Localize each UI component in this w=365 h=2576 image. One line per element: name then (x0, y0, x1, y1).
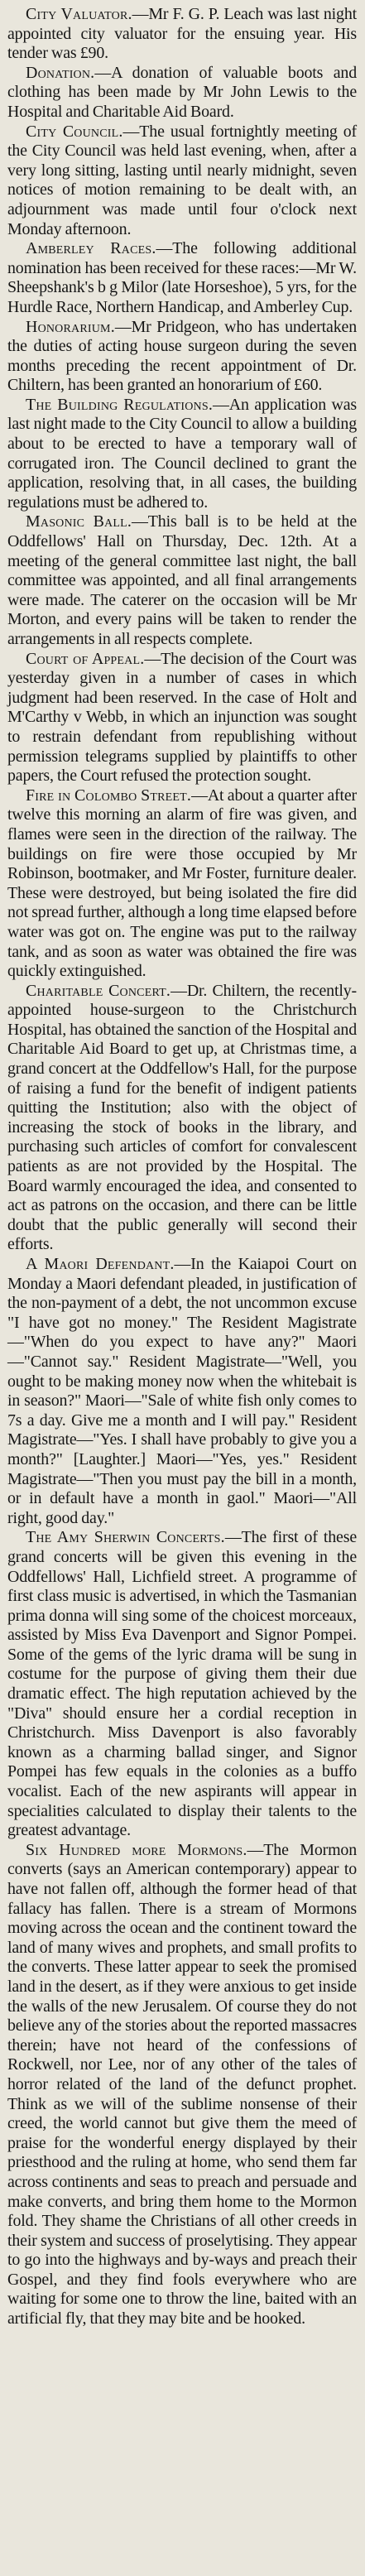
item-body: —Mr Pridgeon, who has undertaken the duties of acting house surgeon during the seven months preceding the recent appointment of Dr. Chiltern, has been granted an honorarium of £60. (7, 317, 357, 395)
item-body: —The Mormon converts (says an American contemporary) appear to have not fallen off, although the former head of that fallacy has fallen. There is a stream of Mormons moving across the ocean and the continent toward the land of many wives and prophets, and small profits to the converts. These latter appear to seek the promised land in the desert, as if they were anxious to get inside the walls of the new Jerusalem. Of course they do not believe any of the stories about the reported massacres therein; have not heard of the confessions of Rockwell, nor Lee, nor of any other of the tales of horror related of the land of the defunct prophet. Think as we will of the sublime nonsense of their creed, the world cannot but give them the meed of praise for the wonderful energy displayed by their priesthood and the ruling at home, who send them far across continents and seas to preach and persuade and make converts, and bring them home to the Mormon fold. They shame the Christians of all other creeds in their system and success of proselytising. They appear to go into the highways and by-ways and preach their Gospel, and they find fools everywhere who are waiting for some one to throw the line, baited with an artificial fly, that they may bite and be hooked. (7, 1840, 357, 2328)
item-heading: Charitable Concert. (26, 981, 171, 1000)
item-body: —Mr F. G. P. Leach was last night appointed city valuator for the ensuing year. His tender was £90. (7, 5, 357, 63)
item-body: —In the Kaiapoi Court on Monday a Maori defendant pleaded, in justification of the non-payment of a debt, the not uncommon excuse "I have got no money." The Resident Magistrate—"When do you expect to have any?" Maori—"Cannot say." Resident Magistrate—"Well, you ought to be making money now when the whitebait is in season?" Maori—"Sale of white fish only comes to 7s a day. Give me a month and I will pay." Resident Magistrate—"Yes. I shall have probably to give you a month?" [Laughter.] Maori—"Yes, yes." Resident Magistrate—"Then you must pay the bill in a month, or in default have a month in gaol." Maori—"All right, good day." (7, 1255, 357, 1527)
item-court-of-appeal (7, 650, 357, 786)
item-fire-colombo-street (7, 786, 357, 982)
item-heading: A Maori Defendant. (26, 1255, 175, 1273)
item-heading: The Amy Sherwin Concerts. (26, 1528, 225, 1547)
item-honorarium (7, 318, 357, 396)
item-body: —A donation of valuable boots and clothing has been made by Mr John Lewis to the Hospital and Charitable Aid Board. (7, 63, 357, 121)
item-body: —The decision of the Court was yesterday given in a number of cases in which judgment had been reserved. In the case of Holt and M'Carthy v Webb, in which an injunction was sought to restrain defendant from republishing without permission telegrams supplied by plaintiffs to other papers, the Court refused the protection sought. (7, 649, 358, 786)
item-masonic-ball (7, 512, 357, 649)
item-heading: Fire in Colombo Street. (26, 786, 192, 805)
item-body: —This ball is to be held at the Oddfellows' Hall on Thursday, Dec. 12th. At a meeting of the general committee last night, the ball committee was appointed, and all final arrangements were made. The caterer on the occasion will be Mr Morton, and every pains will be taken to render the arrangements in all respects complete. (7, 512, 358, 648)
item-heading: Six Hundred more Mormons. (26, 1840, 247, 1859)
item-heading: City Valuator. (26, 5, 132, 23)
item-building-regulations (7, 396, 357, 513)
item-body: —The usual fortnightly meeting of the City Council was held last evening, when, after a very long sitting, lasting until nearly midnight, seven notices of motion remaining to be dealt with, an adjournment was made until four o'clock next Monday afternoon. (7, 122, 358, 238)
item-heading: Masonic Ball. (26, 512, 132, 531)
item-body: —At about a quarter after twelve this morning an alarm of fire was given, and flames were seen in the direction of the railway. The buildings on fire were those occupied by Mr Robinson, bootmaker, and Mr Foster, furniture dealer. These were destroyed, but being isolated the fire did not spread further, although a long time elapsed before water was got on. The engine was put to the railway tank, and as soon as water was obtained the fire was quickly extinguished. (7, 786, 358, 981)
item-city-valuator (7, 5, 357, 64)
item-charitable-concert (7, 982, 357, 1255)
item-body: —The first of these grand concerts will be given this evening in the Oddfellows' Hall, Lichfield street. A programme of first class music is advertised, in which the Tasmanian prima donna will sing some of the choicest morceaux, assisted by Miss Eva Davenport and Signor Pompei. Some of the gems of the lyric drama will be sung in costume for the purpose of giving them their due dramatic effect. The high reputation achieved by the "Diva" should ensure her a cordial reception in Christchurch. Miss Davenport is also favorably known as a charming ballad singer, and Signor Pompei has few equals in the colonies as a buffo vocalist. Each of the new aspirants will appear in specialities calculated to display their talents to the greatest advantage. (7, 1528, 357, 1840)
item-body: —The following additional nomination has been received for these races:—Mr W. Sheepshank's b g Milor (late Horseshoe), 5 yrs, for the Hurdle Race, Northern Handicap, and Amberley Cup. (7, 239, 358, 316)
item-heading: Amberley Races. (26, 239, 156, 258)
item-heading: Court of Appeal. (26, 649, 145, 668)
item-body: —An application was last night made to the City Council to allow a building about to be erected to have a temporary wall of corrugated iron. The Council declined to grant the application, resolving that, in all cases, the building regulations must be adhered to. (7, 395, 357, 512)
item-city-council (7, 123, 357, 240)
item-mormons (7, 1841, 357, 2329)
item-donation (7, 64, 357, 123)
item-heading: Honorarium. (26, 317, 115, 336)
item-body: —Dr. Chiltern, the recently-appointed house-surgeon to the Christchurch Hospital, has obtained the sanction of the Hospital and Charitable Aid Board to get up, at Christmas time, a grand concert at the Oddfellow's Hall, for the purpose of raising a fund for the benefit of indigent patients quitting the Institution; also with the object of increasing the stock of books in the library, and purchasing such articles of comfort for convalescent patients as are not provided by the Hospital. The Board warmly encouraged the idea, and consented to act as patrons on the occasion, and there can be little doubt that the public generally will second their efforts. (7, 981, 357, 1254)
item-heading: The Building Regulations. (26, 395, 214, 414)
item-amberley-races (7, 239, 357, 317)
item-heading: City Council. (26, 122, 123, 141)
item-heading: Donation. (26, 63, 95, 82)
item-maori-defendant (7, 1255, 357, 1528)
item-amy-sherwin-concerts (7, 1528, 357, 1841)
